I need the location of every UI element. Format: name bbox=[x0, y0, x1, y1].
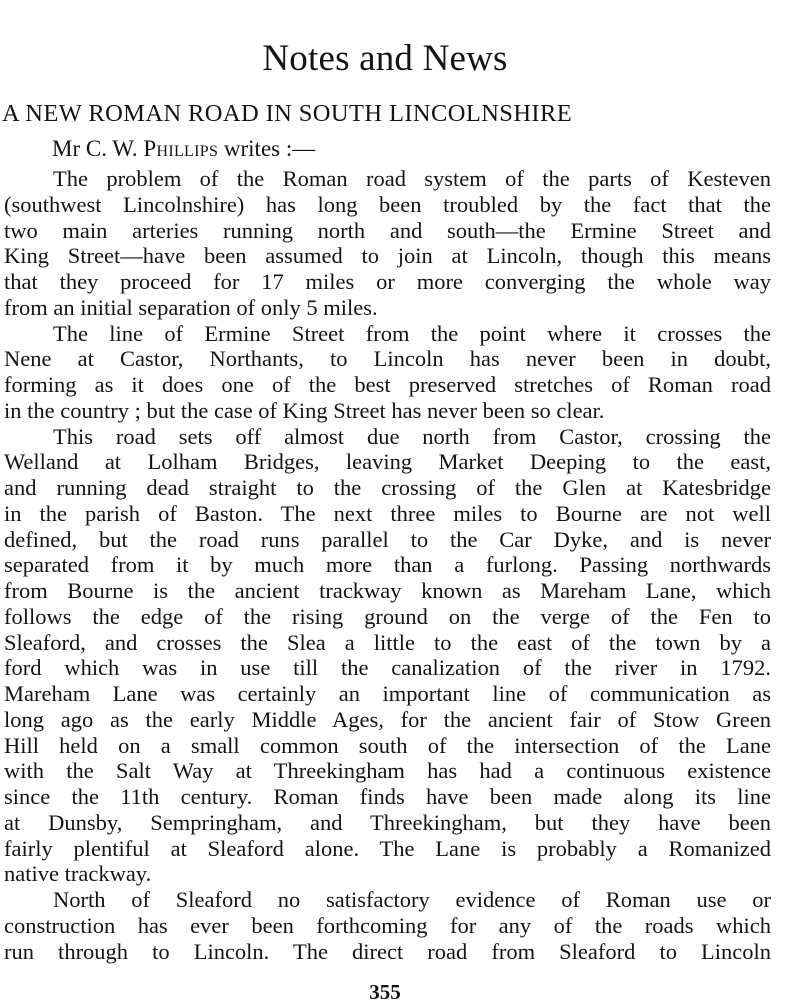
text-line: with the Salt Way at Threekingham has had a continuous existence bbox=[4, 758, 771, 784]
text-line: Hill held on a small common south of the intersection of the Lane bbox=[4, 732, 771, 758]
text-line: since the 11th century. Roman finds have been made along its line bbox=[4, 784, 771, 809]
text-line: long ago as the early Middle Ages, for the ancient fair of Stow Green bbox=[4, 706, 771, 732]
text-line: that they proceed for 17 miles or more converging the whole way bbox=[4, 269, 771, 294]
text-line: at Dunsby, Sempringham, and Threekingham, but they have been bbox=[4, 809, 771, 835]
article-body bbox=[4, 166, 771, 964]
page-number: 355 bbox=[369, 980, 401, 1004]
paragraph bbox=[4, 321, 771, 424]
paragraph bbox=[4, 424, 771, 888]
paragraph bbox=[4, 166, 771, 321]
text-line: run through to Lincoln. The direct road from Sleaford to Lincoln bbox=[4, 938, 771, 964]
text-line: fairly plentiful at Sleaford alone. The Lane is probably a Romanized bbox=[4, 835, 771, 861]
text-line: ford which was in use till the canalization of the river in 1792. bbox=[4, 655, 771, 681]
text-line: (southwest Lincolnshire) has long been troubled by the fact that the bbox=[4, 191, 771, 217]
section-heading: Notes and News bbox=[262, 38, 508, 79]
text-line: two main arteries running north and south—the Ermine Street and bbox=[4, 217, 771, 243]
text-line: The problem of the Roman road system of the parts of Kesteven bbox=[53, 166, 771, 191]
text-line: Nene at Castor, Northants, to Lincoln has never been in doubt, bbox=[4, 346, 771, 372]
text-line: Sleaford, and crosses the Slea a little to the east of the town by a bbox=[4, 629, 771, 655]
text-line: North of Sleaford no satisfactory evidence of Roman use or bbox=[53, 887, 771, 912]
byline-author: Phillips bbox=[143, 136, 219, 161]
article-title: A NEW ROMAN ROAD IN SOUTH LINCOLNSHIRE bbox=[2, 100, 573, 127]
text-line: defined, but the road runs parallel to the Car Dyke, and is never bbox=[4, 526, 771, 552]
text-line: construction has ever been forthcoming for any of the roads which bbox=[4, 912, 771, 938]
text-line: The line of Ermine Street from the point where it crosses the bbox=[53, 320, 771, 346]
byline-prefix: Mr C. W. bbox=[52, 136, 144, 161]
text-line: in the country ; but the case of King Street has never been so clear. bbox=[4, 397, 605, 423]
text-line: from Bourne is the ancient trackway known as Mareham Lane, which bbox=[4, 578, 771, 603]
text-line: from an initial separation of only 5 miles. bbox=[4, 294, 378, 320]
text-line: Welland at Lolham Bridges, leaving Market Deeping to the east, bbox=[4, 449, 771, 475]
byline-suffix: writes :— bbox=[218, 136, 316, 161]
text-line: Mareham Lane was certainly an important line of communication as bbox=[4, 681, 771, 706]
text-line: This road sets off almost due north from Castor, crossing the bbox=[53, 423, 771, 449]
text-line: forming as it does one of the best preserved stretches of Roman road bbox=[4, 372, 771, 397]
text-line: and running dead straight to the crossing of the Glen at Katesbridge bbox=[4, 475, 771, 500]
paragraph bbox=[4, 887, 771, 964]
text-line: separated from it by much more than a furlong. Passing northwards bbox=[4, 552, 771, 578]
text-line: King Street—have been assumed to join at Lincoln, though this means bbox=[4, 243, 771, 269]
text-line: follows the edge of the rising ground on the verge of the Fen to bbox=[4, 603, 771, 629]
text-line: in the parish of Baston. The next three miles to Bourne are not well bbox=[4, 500, 771, 526]
text-line: native trackway. bbox=[4, 861, 152, 887]
byline bbox=[52, 134, 315, 164]
